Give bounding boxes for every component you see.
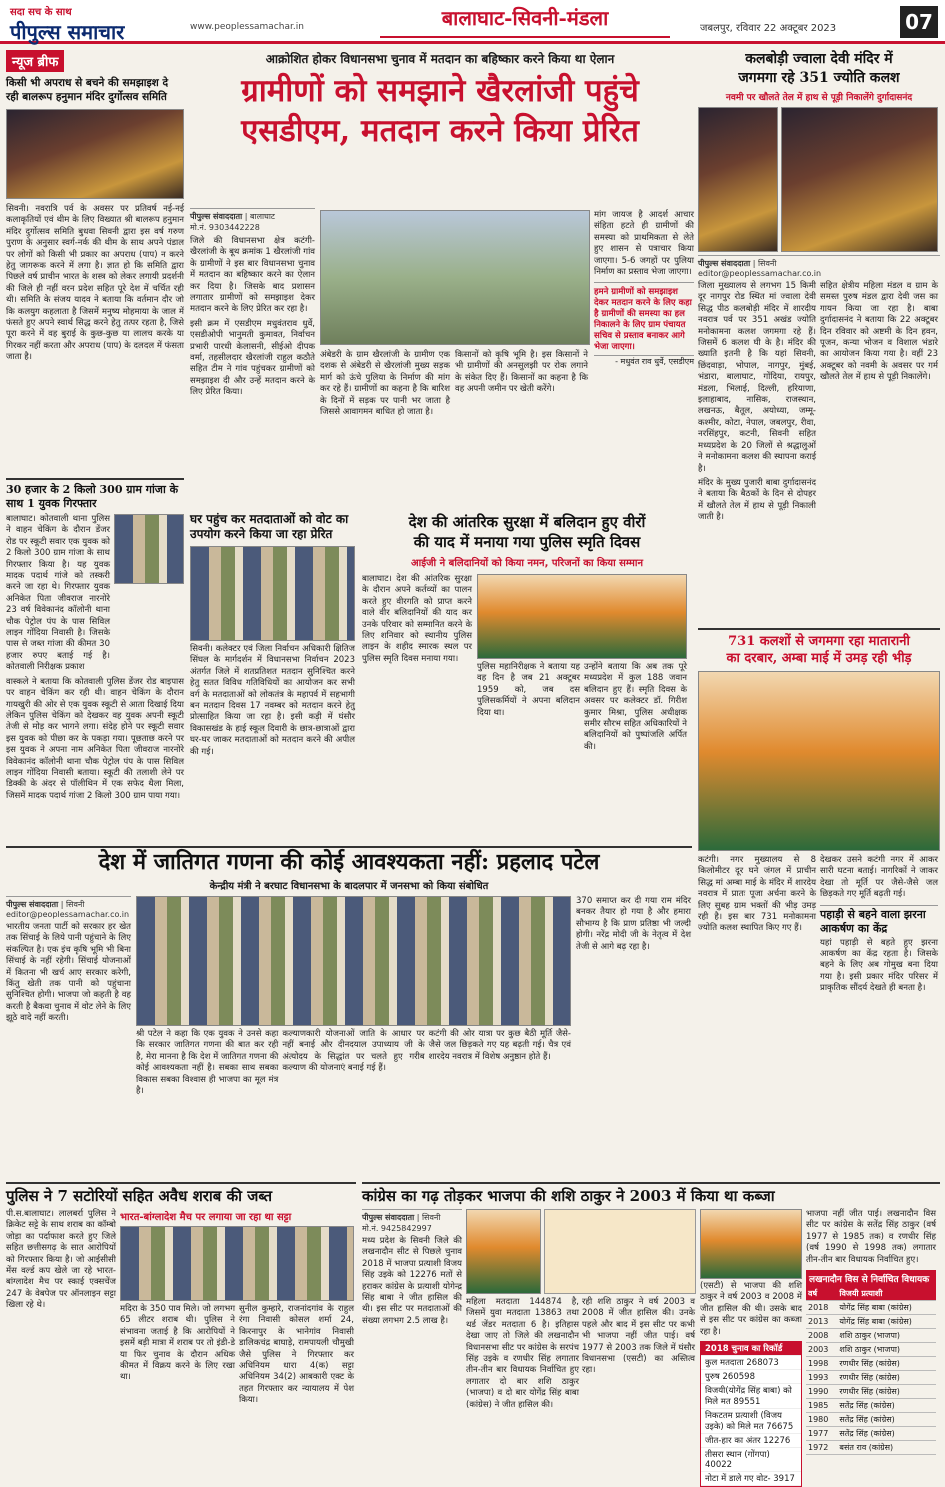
website-url[interactable]: www.peoplessamachar.in	[190, 22, 304, 32]
liquor-body-1: पी.स.बालाघाट। लालबर्रा पुलिस ने क्रिकेट सट्टे के साथ शराब का कॉम्बो जोड़ा का पर्दाफाश करते हुए जिले सहित छत्तीसगढ़ के सात आरोपियों को गिरफ्तार किया है। जो आईसीसी मेंस वर्ल्ड कप खेले जा रहे भारत-बांग्लादेश मैच पर स्काई एक्सचेंज 247 के वेबपेज पर ऑनलाइन सट्टा खिला रहे थे।	[6, 1209, 116, 1311]
lead-quote: हमने ग्रामीणों को समझाइश देकर मतदान करने के लिए कहा है ग्रामीणों की समस्या का हल निकालने के लिए ग्राम पंचायत सचिव से प्रस्ताव बनाकर आगे भेजा जाएगा।	[594, 282, 694, 356]
matarani-article	[698, 628, 940, 1173]
ganja-article	[6, 478, 184, 838]
police-photo	[477, 574, 687, 659]
congress-body-5: भाजपा नहीं जीत पाई। लखनादौन विस सीट पर कांग्रेस के सतेंद्र सिंह ठाकुर (वर्ष 1977 से 1985 तक) व रणधीर सिंह (वर्ष 1990 से 1998 तक) लगातार तीन-तीन बार विधायक निर्वाचित हुए।	[806, 1209, 936, 1265]
liquor-body-2: मदिरा के 350 पाव मिले। जो लगभग 65 लीटर शराब थी। पुलिस ने संभावना जताई है कि आरोपियों ने इसमें बड़ी मात्रा में शराब पर तो इंडी-डे या फिर चुनाव के दौरान अधिक कीमत में विक्रय करने के लिए रखा था।	[120, 1304, 235, 1383]
lead-col-2	[320, 350, 450, 505]
matarani-body-1: कटंगी। नगर मुख्यालय से 8 किलोमीटर दूर घने जंगल में प्राचीन सिद्ध मां अम्बा माई के मंदिर में शारदेय नवरात्र में प्रातः पूजा अर्चना करने के लिए सुबह ग्राम भक्तों की भीड़ उमड़ रही है। इस बार 731 मनोकामना ज्योति कलश स्थापित किए गए हैं।	[698, 855, 816, 934]
patel-body-1: भारतीय जनता पार्टी को सरकार हर खेत तक सिंचाई के लिये पानी पहुंचाने के लिए संकल्पित है। एक इंच कृषि भूमि भी बिना सिंचाई के नहीं रहेगी। सिंचाई योजनाओं में कितना भी खर्च आए सरकार करेगी, किंतु खेती तक पानी को पहुंचाना सुनिश्चित होगी। भाजपा जो कहती है वह करती है बैकवा चुनाव में वोट लेने के लिए झूठे वादे नहीं करती।	[6, 922, 131, 1024]
police-subhead: आईजी ने बलिदानियों को किया नमन, परिजनों का किया सम्मान	[410, 558, 644, 569]
congress-photo-winner	[700, 1209, 802, 1279]
congress-byline: पीपुल्स संवाददाता | सिवनी मो.नं. 9425842997	[362, 1209, 462, 1234]
liquor-article	[6, 1182, 356, 1440]
patel-body-2: श्री पटेल ने कहा कि एक युवक ने उनसे कहा कि सरकार जातिगत गणना की बात कर रही है, मेरा मानना है कि देश में जातिगत गणना की कोई आवश्यकता नहीं है। सबका साथ सबका विकास सबका विश्वास ही भाजपा का मूल मंत्र है।	[136, 1029, 279, 1097]
brief-photo	[6, 109, 184, 199]
logo-tagline: सदा सच के साथ	[10, 7, 72, 18]
results-row: तीसरा स्थान (गोंगपा) 40022	[701, 1448, 801, 1472]
dateline: जबलपुर, रविवार 22 अक्टूबर 2023	[700, 23, 837, 34]
kalash-headline-1: कलबोड़ी ज्वाला देवी मंदिर में	[745, 51, 893, 67]
matarani-body-3: यहां पहाड़ी से बहते हुए झरना आकर्षण का केंद्र रहता है। जिसके बहने के लिए अब गोमुख बना दिया गया है। इसी प्रकार मंदिर परिसर में प्राकृतिक सौंदर्य देखते ही बनता है।	[820, 937, 938, 994]
ganja-photo	[114, 514, 184, 584]
table-row: 1998 रणधीर सिंह (कांग्रेस)	[806, 1357, 936, 1371]
lead-body-2: इसी क्रम में एसडीएम मधुवंतराव धुर्वे, एसडीओपी भानुमती कुमावत, निर्वाचन प्रभारी पारधी केलासनी, सीईओ दीपक वर्मा, तहसीलदार खैरलांजी राहुल कठौते सहित टीम ने गांव पहुंचकर ग्रामीणों को समझाइश दी और उन्हें मतदान करने के लिए प्रेरित किया।	[190, 318, 315, 398]
table-row: 2013 योगेंद्र सिंह बाबा (कांग्रेस)	[806, 1315, 936, 1329]
matarani-subhead: पहाड़ी से बहने वाला झरना आकर्षण का केंद्र	[820, 905, 938, 936]
patel-subhead: केन्द्रीय मंत्री ने बरघाट विधानसभा के बादलपार में जनसभा को किया संबोधित	[209, 881, 489, 892]
patel-body-4: 370 समाप्त कर दी गया राम मंदिर बनकर तैयार हो गया है और हमारा सौभाग्य है कि प्राण प्रतिष्ठा भी जल्दी होगी। नरेंद्र मोदी जी के नेतृत्व में देश तेजी से आगे बढ़ रहा है।	[576, 896, 691, 952]
lead-col-3	[455, 350, 588, 505]
voters-headline: घर पहुंच कर मतदाताओं को वोट का उपयोग करने किया जा रहा प्रेरित	[190, 512, 349, 541]
kalash-body-3: सहित क्षेत्रीय महिला मंडल व ग्राम के समस्त पुरुष मंडल द्वारा देवी जस का गायन किया जा रहा है। बाबा दुर्गादासनंद ने बताया कि 22 अक्टूबर दिन रविवार को अष्टमी के दिन हवन, पूजन, कन्या भोजन व विशाल भंडारे का आयोजन किया गया है। वहीं 23 अक्टूबर को नवमी के अवसर पर गर्म खौलते तेल में हाथ से पूड़ी निकालेंगे।	[820, 281, 938, 383]
lead-col-4	[594, 210, 694, 510]
lead-photo	[320, 210, 590, 345]
liquor-body-3: सुनील कुम्हारे, राजनांदगांव के राहुल रंगा निवासी कोसल शर्मा 24, किरनापुर के भानेगांव निवासी डालिकचंद्र बाघाड़े, रामपायली चौमुखी जैसे पुलिस ने गिरफ्तार कर अधिनियम धारा 4(क) सट्टा अधिनियम 34(2) आबकारी एक्ट के तहत गिरफ्तार कर न्यायालय में पेश किया।	[239, 1304, 354, 1406]
kalash-headline-2: जगमगा रहे 351 ज्योति कलश	[738, 70, 900, 86]
results-row: कुल मतदाता 268073	[701, 1356, 801, 1370]
matarani-body-2: देखकर उसने कटंगी नगर में आकर सारी घटना बताई। नागरिकों ने जाकर देखा तो मूर्ति पर जैसे-जैसे जल छिड़कते गए मूर्ति बढ़ती गई।	[820, 855, 938, 900]
ganja-headline: 30 हजार के 2 किलो 300 ग्राम गांजा के साथ 1 युवक गिरफ्तार	[6, 478, 184, 511]
ganja-body-1: बालाघाट। कोतवाली थाना पुलिस ने वाहन चेकिंग के दौरान डेंजर रोड पर स्कूटी सवार एक युवक को 2 किलो 300 ग्राम गांजा के साथ गिरफ्तार किया है। यह युवक मादक पदार्थ गांजे को तस्करी करने जा रहा थे। गिरफ्तार युवक अनिकेत पिता जीवराज नारनोरे 23 वर्ष विवेकानंद कॉलोनी थाना चौक पेट्रोल पंप के पास सिविल लाइन गोंदिया निवासी है। जिसके पास से जब्त गांजा की कीमत 30 हजार रुपए बताई गई है। कोतवाली निरीक्षक प्रकाश	[6, 514, 110, 673]
voters-article	[190, 512, 355, 842]
kalash-article	[698, 50, 940, 635]
table-row: 1980 सतेंद्र सिंह (कांग्रेस)	[806, 1413, 936, 1427]
lead-quote-author: - मधुवंत राव धुर्वे, एसडीएम	[615, 357, 694, 367]
kalash-byline: पीपुल्स संवाददाता | सिवनी editor@peoplessamachar.co.in	[698, 255, 940, 278]
congress-headline: कांग्रेस का गढ़ तोड़कर भाजपा की शशि ठाकुर ने 2003 में किया था कब्जा	[362, 1182, 940, 1206]
table-header-row	[806, 1287, 936, 1301]
lead-byline: पीपुल्स संवाददाता | बालाघाट मो.नं. 9303442228	[190, 208, 315, 233]
table-row: 1985 सतेंद्र सिंह (कांग्रेस)	[806, 1399, 936, 1413]
table-row: 1990 रणधीर सिंह (कांग्रेस)	[806, 1385, 936, 1399]
congress-mobile: मो.नं. 9425842997	[362, 1224, 432, 1233]
matarani-photo	[698, 671, 940, 851]
lead-body-3: अंबेडरी के ग्राम खैरलांजी के ग्रामीण एक दशक से अंबेडरी से खैरलांजी मुख्य सड़क मार्ग को ऊंचे पुलिया के निर्माण की मांग कर रहे हैं। ग्रामीणों का कहना है कि बारिश के दिनों में सड़क पर पानी भर जाता है जिससे आवागमन बाधित हो जाता है।	[320, 350, 450, 418]
kalash-email[interactable]: editor@peoplessamachar.co.in	[698, 269, 822, 278]
patel-body-5: कटंगी की ओर यात्रा पर कुछ बैठी मूर्ति जैसे-जैसे जल छिड़कते गए यह बढ़ती गई। चैत्र एवं शारदेय नवरात्र में विशेष अनुष्ठान होते हैं।	[428, 1029, 571, 1062]
edition-title: बालाघाट-सिवनी-मंडला	[380, 4, 670, 38]
constituency-map	[544, 1209, 696, 1294]
voters-body: सिवनी। कलेक्टर एवं जिला निर्वाचन अधिकारी क्षितिज सिंघल के मार्गदर्शन में विधानसभा निर्वाचन 2023 अंतर्गत जिले में शतप्रतिशत मतदान सुनिश्चित करने हेतु सतत विविध गतिविधियों का आयोजन कर सभी वर्ग के मतदाताओं को लोकतंत्र के महापर्व में सहभागी बन मतदान दिवस 17 नवम्बर को मतदान करने हेतु प्रोत्साहित किया जा रहा है। इसी कड़ी में घंसौर विकासखंड के हाई स्कूल दिवारी के छात्र-छात्राओं द्वारा घर-घर जाकर मतदाताओं को मतदान करने की अपील की गई।	[190, 644, 355, 757]
table-row: 2018 योगेंद्र सिंह बाबा (कांग्रेस)	[806, 1301, 936, 1315]
results-row: विजयी(योगेंद्र सिंह बाबा) को मिले मत 89551	[701, 1384, 801, 1409]
patel-byline: पीपुल्स संवाददाता | सिवनी editor@peoplessamachar.co.in	[6, 896, 131, 919]
patel-photo	[136, 896, 571, 1026]
liquor-headline: पुलिस ने 7 सटोरियों सहित अवैध शराब की जब्त	[6, 1182, 356, 1206]
results-row: नोटा में डाले गए वोट- 3917	[701, 1472, 801, 1486]
matarani-headline-2: का दरबार, अम्बा माई में उमड़ रही भीड़	[726, 651, 912, 666]
newspaper-logo[interactable]: सदा सच के साथ पीपुल्स समाचार	[10, 6, 124, 45]
patel-body-3: कल्याणकारी योजनाओं जाति के आधार पर नहीं बनाई और दीनदयाल उपाध्याय जी के अंत्योदय के सिद्धांत पर चलते हुए गरीब कल्याण की योजनाएं बनाई गई हैं।	[282, 1029, 425, 1074]
brief-headline: किसी भी अपराध से बचने की समझाइश दे रही बालरूप हनुमान मंदिर दुर्गोत्सव समिति	[6, 77, 169, 103]
kalash-photo-deity	[698, 107, 778, 252]
news-brief-tag: न्यूज ब्रीफ	[6, 50, 64, 72]
table-row: 1993 रणधीर सिंह (कांग्रेस)	[806, 1371, 936, 1385]
brief-body: सिवनी। नवरात्रि पर्व के अवसर पर प्रतिवर्ष नई-नई कलाकृतियों एवं थीम के लिए विख्यात श्री बालरूप हनुमान मंदिर दुर्गोत्सव समिति बुधवा सिवनी द्वारा इस वर्ष गरुण पुराण के अनुसार स्वर्ग-नर्क की थीम के साथ अपने पंडाल पर लोगों को किसी भी प्रकार का अपराध (पाप) न करने हेतु जागरूक करने में लगा है। ज्ञात हो कि समिति द्वारा पिछले वर्ष प्राचीन भारत के शस्त्र को लेकर लगायी प्रदर्शनी की जिले ही नहीं वरन प्रदेश सहित पूरे देश में चर्चित रही थी। समिति के संजय यादव ने बताया कि वर्तमान दौर जो कि कलयुग कहलाता है जिसमें मनुष्य मोहमाया के जाल में फंसते हुए अपने स्वार्थ सिद्ध करने हेतु तत्पर रहता है, जिसे पूरा करने में वह बुराई के कुछ-कुछ या लालच करके या गिरकर नहीं करता और अपराध (पाप) के दलदल में फंसता जाता है।	[6, 204, 184, 363]
congress-body-4: (एसटी) से भाजपा की शशि ठाकुर ने वर्ष 2003 व 2008 में जीत हासिल की थी। उसके बाद से इस सीट पर कांग्रेस का कब्जा रहा है।	[700, 1281, 802, 1337]
lead-body-5: मांग जायज है आदर्श आचार संहिता हटते ही ग्रामीणों की समस्या को प्राथमिकता से लेते हुए शासन से पत्राचार किया जाएगा। 5-6 जगहों पर पुलिया निर्माण का प्रस्ताव भेजा जाएगा।	[594, 210, 694, 278]
table-row: 2008 शशि ठाकुर (भाजपा)	[806, 1329, 936, 1343]
kalash-body-1: जिला मुख्यालय से लगभग 15 किमी दूर नागपुर रोड स्थित मां ज्वाला देवी सिद्ध पीठ कलबोड़ी मंदिर में शारदीय नवरात्र पर्व पर 351 अखंड ज्योति मनोकामना कलश जगमगा रहे हैं। जिसमें 6 कलश घी के है। मंदिर की ख्याति इतनी है कि यहां सिवनी, छिंदवाड़ा, भोपाल, नागपुर, मुंबई, भंडारा, बालाघाट, गोंदिया, रायपुर, मंडला, भिलाई, दिल्ली, हरियाणा, इलाहाबाद, नासिक, राजस्थान, लखनऊ, बैतूल, अयोध्या, जम्मू-कश्मीर, कोटा, नेपाल, जबलपुर, रीवा, नरसिंहपुर, कटनी, सिवनी सहित मध्यप्रदेश के 20 जिलों से श्रद्धालुओं ने मनोकामना कलश की स्थापना कराई है।	[698, 281, 816, 474]
police-body-3: उन्होंने बताया कि अब तक पूरे मध्यप्रदेश में कुल 188 जवान बलिदान हुए हैं। स्मृति दिवस के अवसर पर कलेक्टर डॉ. गिरीश कुमार मिश्रा, पुलिस अधीक्षक समीर सौरभ सहित अधिकारियों ने बलिदानियों को पुष्पांजलि अर्पित की।	[584, 662, 687, 752]
news-brief-article	[6, 50, 184, 475]
kalash-body-2: मंदिर के मुख्य पुजारी बाबा दुर्गादासनंद ने बताया कि बैठकों के दिन से दोपहर में खौलते तेल में हाथ से पूड़ी निकाली जाती है।	[698, 477, 816, 523]
lead-headline-block	[190, 50, 690, 210]
table-header: वर्ष	[806, 1287, 837, 1301]
kalash-subhead: नवमी पर खौलते तेल में हाथ से पूड़ी निकालेंगे दुर्गादासनंद	[725, 93, 913, 103]
patel-article	[6, 846, 692, 1181]
table-row: 1972 बसंत राव (कांग्रेस)	[806, 1441, 936, 1455]
page-number: 07	[900, 6, 938, 38]
results-row: पुरुष 260598	[701, 1370, 801, 1384]
mla-table	[806, 1287, 936, 1455]
lead-headline-1: ग्रामीणों को समझाने खैरलांजी पहुंचे	[241, 73, 639, 109]
results-2018-box	[700, 1341, 802, 1487]
congress-body-1: मध्य प्रदेश के सिवनी जिले की लखनादौन सीट से पिछले चुनाव 2018 में भाजपा प्रत्याशी विजय सिंह उइके को 12276 मतों से हराकर कांग्रेस के प्रत्याशी योगेन्द्र सिंह बाबा ने जीत हासिल की थी। इस सीट पर मतदाताओं की संख्या लगभग 2.5 लाख है।	[362, 1236, 462, 1326]
table-row: 1977 सतेंद्र सिंह (कांग्रेस)	[806, 1427, 936, 1441]
results-row: निकटतम प्रत्याशी (विजय उइके) को मिले मत 76675	[701, 1409, 801, 1434]
congress-body-2: महिला मतदाता 144874 है, जिसमें युवा मतदाता 13863 तथा थर्ड जेंडर मतदाता 6 है। इतिहास देखा जाए तो जिले की लखनादौन विधानसभा सीट पर कांग्रेस के सरपंच सिंह उइके व रणधीर सिंह लगातार तीन-तीन बार विधायक निर्वाचित हुए लगातार दो बार शशि ठाकुर (भाजपा) व दो बार योगेंद्र सिंह बाबा (कांग्रेस) ने जीत हासिल की।	[466, 1297, 579, 1410]
lead-kicker: आक्रोशित होकर विधानसभा चुनाव में मतदान का बहिष्कार करने किया था ऐलान	[265, 52, 615, 66]
kalash-photo-lamps	[781, 107, 938, 252]
lead-headline-2: एसडीएम, मतदान करने किया प्रेरित	[241, 113, 639, 149]
lead-body-1: जिले की विधानसभा क्षेत्र कटंगी-खैरलांजी के बूथ क्रमांक 1 खैरलांजी गांव के ग्रामीणों ने इस बार विधानसभा चुनाव में मतदान का बहिष्कार करने का ऐलान कर दिया है। जिसके बाद प्रशासन लगातार ग्रामीणों को समझाइश देकर मतदान करने के लिए प्रेरित कर रहा है।	[190, 236, 315, 315]
table-row: 2003 शशि ठाकुर (भाजपा)	[806, 1343, 936, 1357]
ganja-body-2: वास्कले ने बताया कि कोतवाली पुलिस डेंजर रोड बाइपास पर वाहन चेकिंग कर रही थी। वाहन चेकिंग के दौरान गायखुरी की ओर से एक युवक स्कूटी से आता दिखाई दिया लेकिन पुलिस चेकिंग को देखकर वह युवक अपनी स्कूटी तेजी से मोड़ कर भागने लगा। संदेह होने पर स्कूटी सवार इस युवक को पीछा कर के पकड़ा गया। पूछताछ करने पर इस युवक ने अपना नाम अनिकेत पिता जीवराज नारनोरे विवेकानंद कॉलोनी थाना चौक पेट्रोल पंप के पास सिविल लाइन गोंदिया निवासी बताया। स्कूटी की तलाशी लेने पर डिक्की के अंदर से पॉलीथिन में एक सफेद थैला मिला, जिसमें मादक पदार्थ गांजा 2 किलो 300 ग्राम पाया गया।	[6, 676, 184, 801]
lead-col-1	[190, 208, 315, 508]
police-headline-2: की याद में मनाया गया पुलिस स्मृति दिवस	[413, 533, 641, 551]
results-row: जीत-हार का अंतर 12276	[701, 1434, 801, 1448]
liquor-photo	[120, 1226, 354, 1301]
masthead	[0, 0, 945, 44]
police-body-2: पुलिस महानिरीक्षक ने बताया यह वह दिन है जब 21 अक्टूबर 1959 को, जब दस पुलिसकर्मियों ने अपना बलिदान दिया था।	[477, 662, 580, 718]
police-article	[362, 512, 692, 842]
table-header: विजयी प्रत्याशी	[837, 1287, 936, 1301]
lead-body-4: किसानों को कृषि भूमि है। इस किसानों ने भी ग्रामीणों की अनसुलझी पर रोक लगाने के संकेत दिए हैं। किसानों का कहना है कि वह अपनी जमीन पर खेती करेंगे।	[455, 350, 588, 395]
police-headline-1: देश की आंतरिक सुरक्षा में बलिदान हुए वीरों	[408, 513, 646, 531]
patel-headline: देश में जातिगत गणना की कोई आवश्यकता नहीं: प्रहलाद पटेल	[6, 846, 692, 876]
police-body-1: बालाघाट। देश की आंतरिक सुरक्षा के दौरान अपने कर्तव्यों का पालन करते हुए वीरगति को प्राप्त करने वाले वीर बलिदानियों की याद कर उनके परिवार को सम्मानित करने के लिए शनिवार को स्थानीय पुलिस लाइन के शहीद स्मारक स्थल पर पुलिस स्मृति दिवस मनाया गया।	[362, 574, 472, 664]
congress-body-3: रही शशि ठाकुर ने वर्ष 2003 व 2008 में जीत हासिल की। उनके पहले और बाद में इस सीट पर कभी भी भाजपा नहीं जीत पाई। वर्ष 1977 से 2003 तक जिले में घंसौर विधानसभा (एसटी) का अस्तित्व रहा।	[582, 1297, 695, 1376]
congress-photo-candidate	[466, 1209, 541, 1294]
liquor-subhead: भारत-बांग्लादेश मैच पर लगाया जा रहा था सट्टा	[120, 1212, 292, 1223]
results-2018-title: 2018 चुनाव का रिकॉर्ड	[701, 1342, 801, 1356]
matarani-headline-1: 731 कलशों से जगमगा रहा मातारानी	[698, 628, 940, 650]
mla-table-title: लखनादौन विस से निर्वाचित विधायक	[806, 1270, 936, 1287]
patel-email[interactable]: editor@peoplessamachar.co.in	[6, 910, 130, 919]
congress-article	[362, 1182, 940, 1485]
voters-photo	[190, 546, 355, 641]
lead-mobile: मो.नं. 9303442228	[190, 223, 260, 232]
